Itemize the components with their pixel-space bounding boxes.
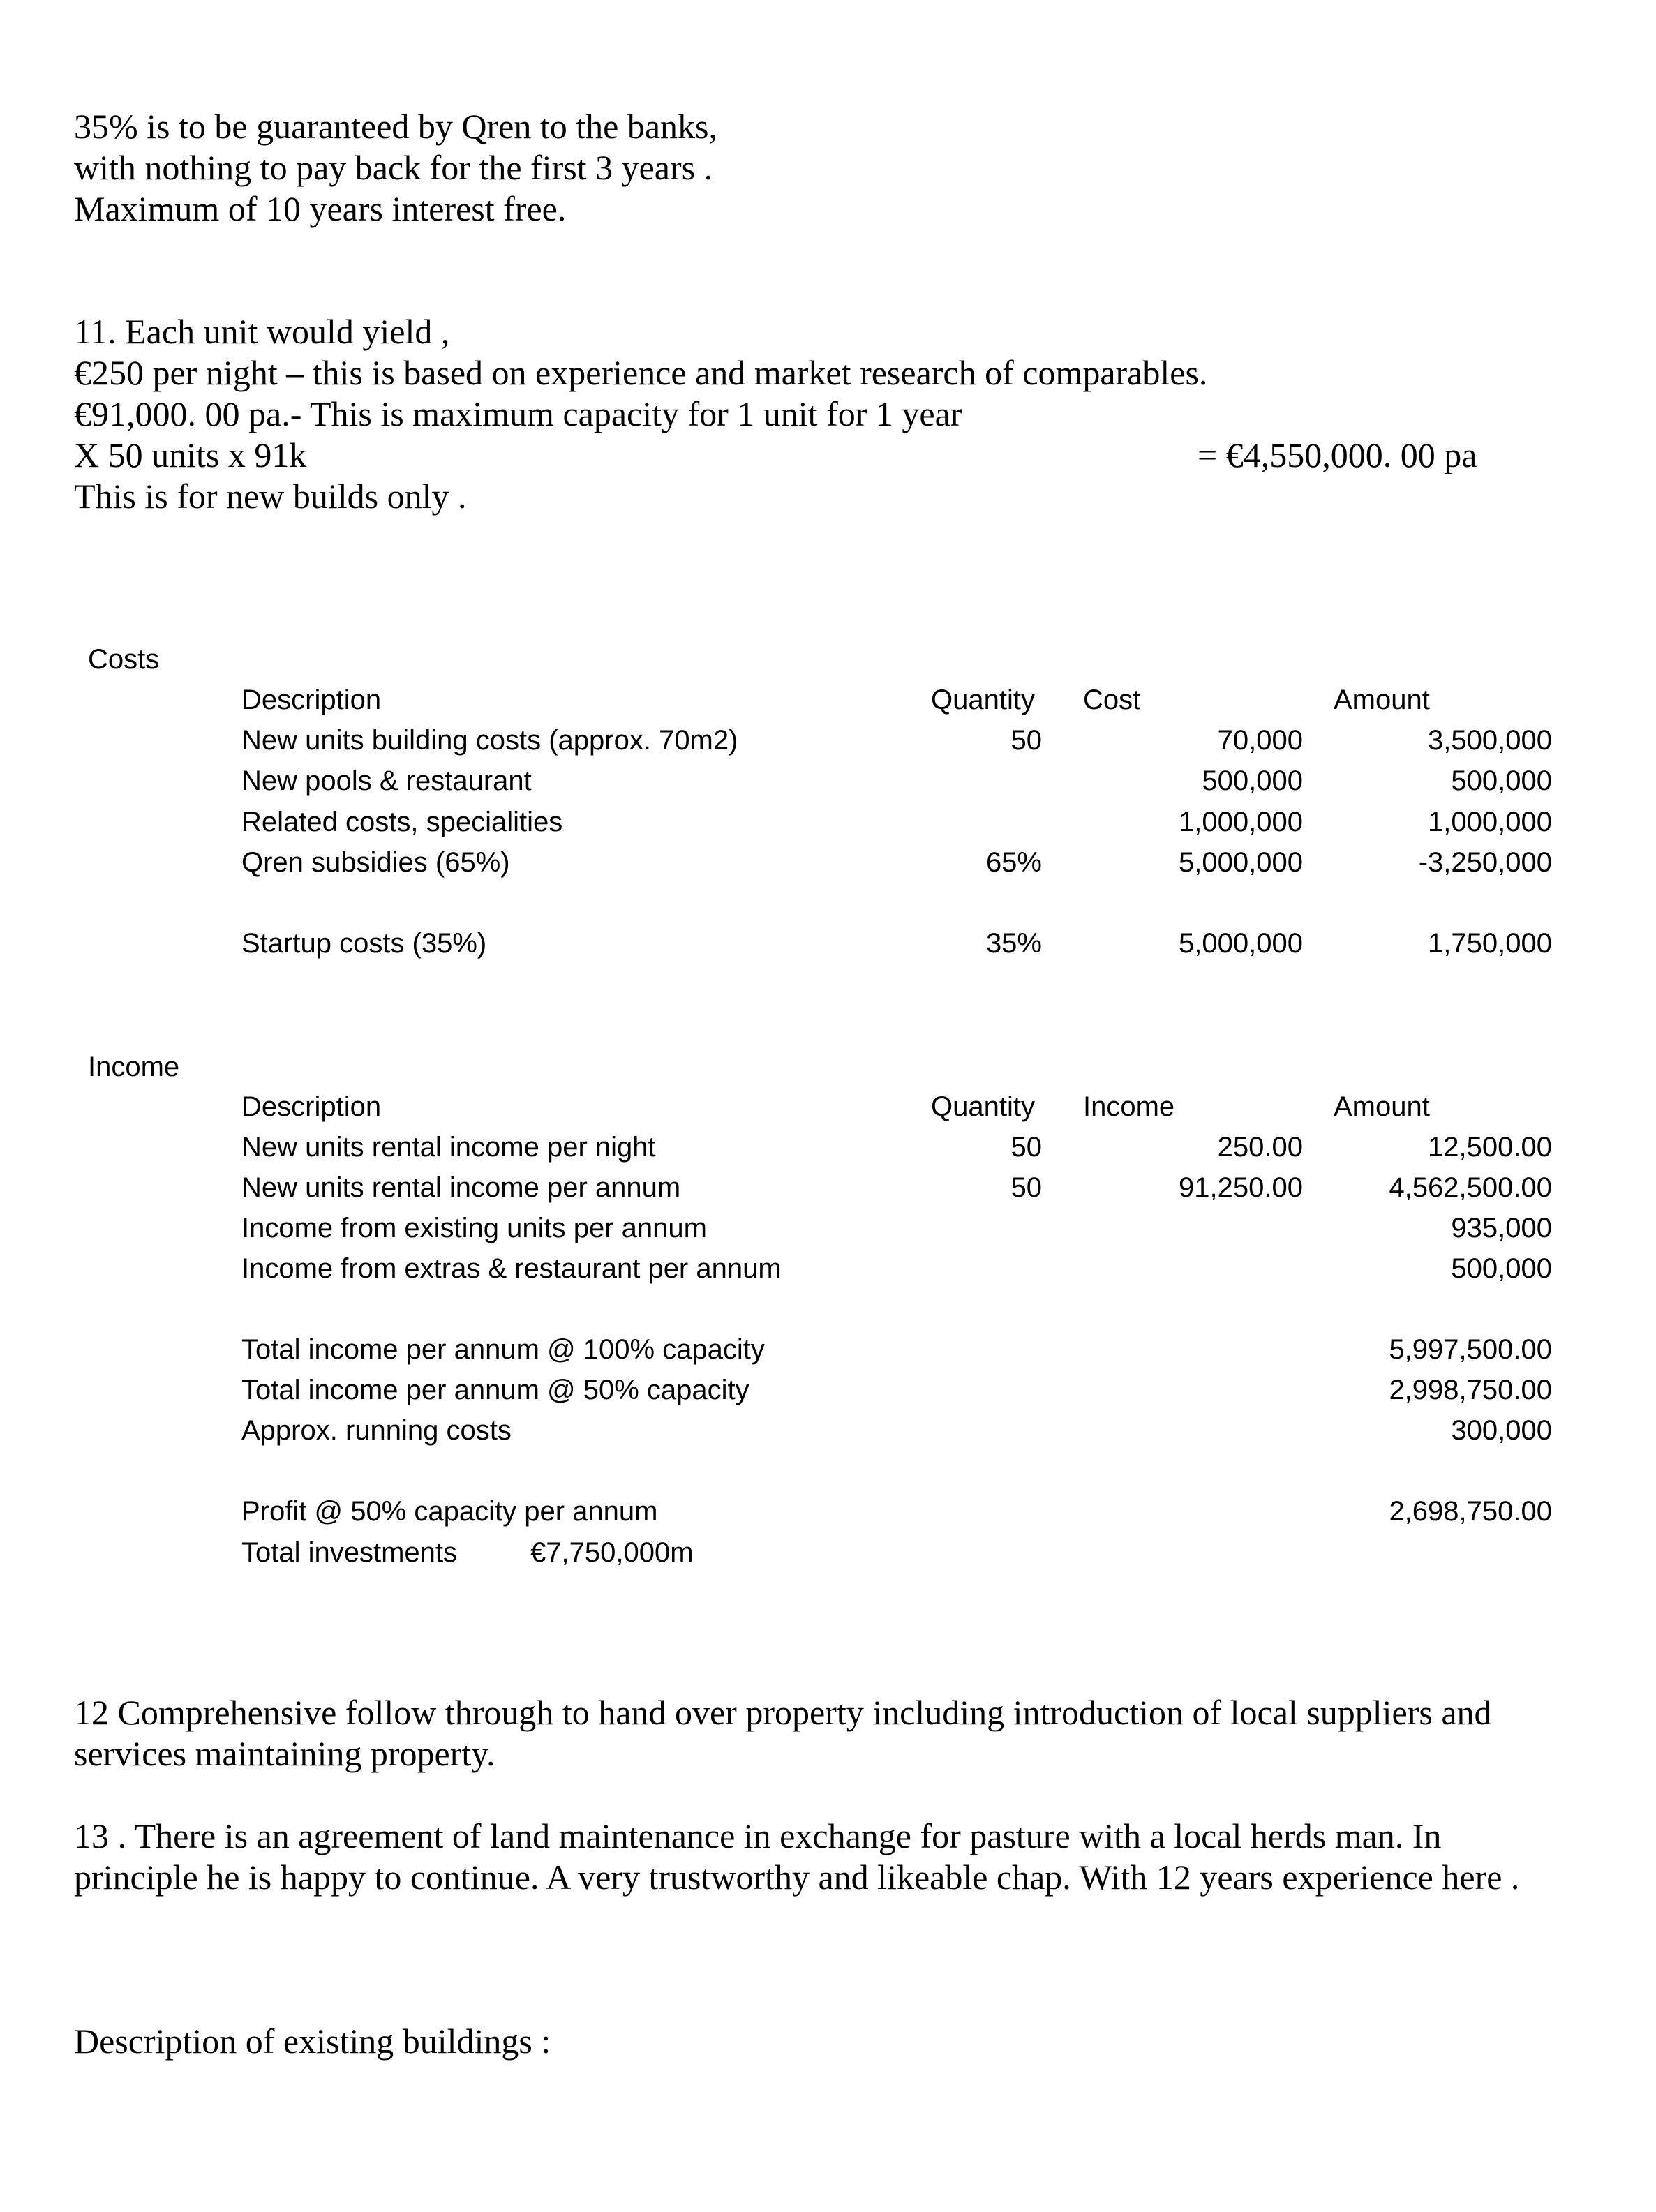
item-13-paragraph [74, 1816, 1519, 1898]
income-row-amount: 500,000 [1451, 1253, 1552, 1284]
income-row-income: 91,250.00 [1179, 1172, 1303, 1203]
costs-row-description: Related costs, specialities [241, 807, 563, 837]
yield-line: €250 per night – this is based on experience and market research of comparables. [74, 353, 1208, 392]
income-row-quantity: 50 [1010, 1172, 1042, 1203]
costs-startup-quantity: 35% [985, 928, 1042, 959]
costs-row-description: New pools & restaurant [241, 765, 532, 796]
item-12-paragraph [74, 1692, 1492, 1774]
costs-row-cost: 500,000 [1202, 765, 1303, 796]
yield-line: 11. Each unit would yield , [74, 312, 450, 351]
intro-line: Maximum of 10 years interest free. [74, 189, 567, 228]
costs-row-quantity: 65% [985, 847, 1042, 878]
costs-row-cost: 1,000,000 [1179, 807, 1303, 837]
costs-header-cost: Cost [1083, 685, 1141, 715]
investments-value: €7,750,000m [530, 1537, 694, 1568]
income-total-amount: 2,998,750.00 [1389, 1375, 1552, 1405]
costs-header-amount: Amount [1334, 685, 1430, 715]
income-row-amount: 935,000 [1451, 1213, 1552, 1243]
income-header-income: Income [1083, 1091, 1175, 1122]
costs-startup-description: Startup costs (35%) [241, 928, 487, 959]
costs-row-cost: 70,000 [1217, 725, 1303, 756]
costs-row-amount: 3,500,000 [1428, 725, 1552, 756]
costs-row-amount: 1,000,000 [1428, 807, 1552, 837]
income-total-amount: 5,997,500.00 [1389, 1334, 1552, 1365]
item-12-line: services maintaining property. [74, 1734, 495, 1773]
profit-amount: 2,698,750.00 [1389, 1496, 1552, 1527]
costs-header-quantity: Quantity [931, 685, 1035, 715]
intro-paragraph [74, 106, 717, 230]
profit-description: Profit @ 50% capacity per annum [241, 1496, 658, 1527]
income-header-description: Description [241, 1091, 382, 1122]
intro-line: 35% is to be guaranteed by Qren to the banks, [74, 107, 717, 146]
income-section-label: Income [88, 1052, 180, 1082]
item-12-line: 12 Comprehensive follow through to hand over property including introduction of local suppliers and [74, 1693, 1492, 1732]
income-row-description: Income from existing units per annum [241, 1213, 707, 1243]
income-row-description: Income from extras & restaurant per annum [241, 1253, 782, 1284]
investments-description: Total investments [241, 1537, 458, 1568]
costs-row-description: Qren subsidies (65%) [241, 847, 510, 878]
yield-paragraph [74, 311, 1207, 517]
income-header-amount: Amount [1334, 1091, 1430, 1122]
existing-buildings-heading: Description of existing buildings : [74, 2022, 551, 2061]
yield-line: X 50 units x 91k [74, 435, 307, 474]
income-total-description: Total income per annum @ 100% capacity [241, 1334, 765, 1365]
costs-section-label: Costs [88, 644, 160, 675]
income-row-amount: 12,500.00 [1428, 1132, 1552, 1163]
costs-row-amount: 500,000 [1451, 765, 1552, 796]
income-row-description: New units rental income per annum [241, 1172, 681, 1203]
costs-header-description: Description [241, 685, 382, 715]
yield-line: €91,000. 00 pa.- This is maximum capacity for 1 unit for 1 year [74, 394, 962, 433]
income-row-quantity: 50 [1010, 1132, 1042, 1163]
income-row-description: New units rental income per night [241, 1132, 656, 1163]
costs-row-amount: -3,250,000 [1418, 847, 1552, 878]
income-row-amount: 4,562,500.00 [1389, 1172, 1552, 1203]
income-total-description: Total income per annum @ 50% capacity [241, 1375, 749, 1405]
intro-line: with nothing to pay back for the first 3 years . [74, 148, 713, 187]
yield-result: = €4,550,000. 00 pa [1198, 435, 1477, 474]
income-row-income: 250.00 [1217, 1132, 1303, 1163]
costs-row-description: New units building costs (approx. 70m2) [241, 725, 738, 756]
costs-startup-amount: 1,750,000 [1428, 928, 1552, 959]
running-costs-amount: 300,000 [1451, 1415, 1552, 1446]
item-13-line: 13 . There is an agreement of land maintenance in exchange for pasture with a local herds man. In [74, 1816, 1442, 1855]
item-13-line: principle he is happy to continue. A very trustworthy and likeable chap. With 12 years experience here . [74, 1858, 1520, 1897]
yield-note: This is for new builds only . [74, 477, 467, 516]
running-costs-description: Approx. running costs [241, 1415, 512, 1446]
income-header-quantity: Quantity [931, 1091, 1035, 1122]
costs-startup-cost: 5,000,000 [1179, 928, 1303, 959]
costs-row-cost: 5,000,000 [1179, 847, 1303, 878]
costs-row-quantity: 50 [1010, 725, 1042, 756]
